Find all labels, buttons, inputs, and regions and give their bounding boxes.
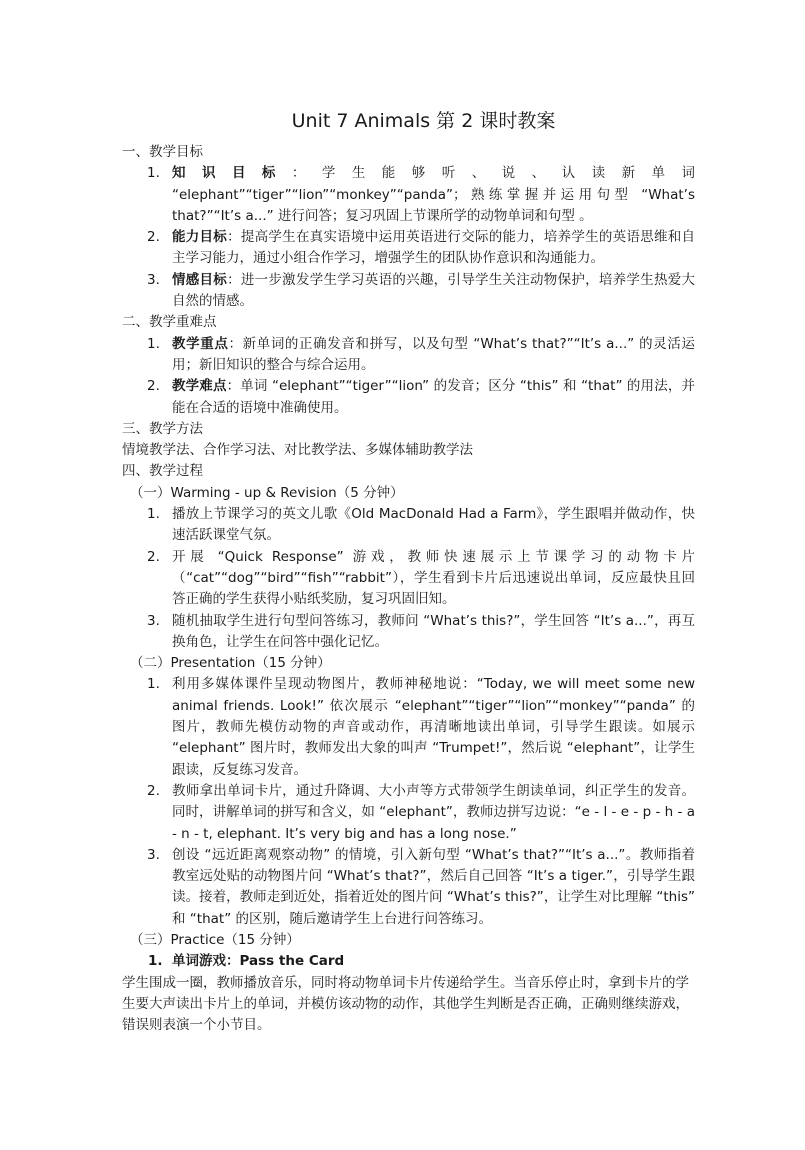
item-number: 2.	[147, 229, 160, 246]
phase-heading-presentation: （二）Presentation（15 分钟）	[130, 655, 331, 672]
practice-game-title	[122, 951, 695, 972]
item-number: 2.	[147, 378, 160, 395]
list-item	[122, 163, 695, 227]
item-number: 2.	[147, 548, 160, 565]
list-item	[122, 504, 695, 547]
item-label: 能力目标	[172, 229, 228, 246]
list-item	[122, 674, 695, 780]
list-item	[122, 334, 695, 377]
list-item	[122, 781, 695, 845]
objectives-list	[122, 163, 695, 312]
practice-game-text: 学生围成一圈，教师播放音乐，同时将动物单词卡片传递给学生。当音乐停止时，拿到卡片的学生要大声读出卡片上的单词，并模仿该动物的动作，其他学生判断是否正确，正确则继续游戏，错误则表演一个小节目。	[122, 974, 689, 1034]
item-text: 播放上节课学习的英文儿歌《Old MacDonald Had a Farm》，学生跟唱并做动作，快速活跃课堂气氛。	[172, 506, 695, 544]
list-item	[122, 547, 695, 611]
item-label: 教学难点	[172, 378, 227, 395]
warmup-list	[122, 504, 695, 653]
document-title: Unit 7 Animals 第 2 课时教案	[291, 110, 556, 132]
item-number: 1.	[148, 953, 163, 970]
item-label: 知识目标	[172, 165, 292, 182]
item-text: 创设 “远近距离观察动物” 的情境，引入新句型 “What’s that?”“It’s a...”。教师指着教室远处贴的动物图片问 “What’s that?”，然后自己回答 “It’s a tiger.”，引导学生跟读。接着，教师走到近处，指着近处的图片问 “What’s this?”，让学生对比理解 “this” 和 “that” 的区别，随后邀请学生上台进行问答练习。	[172, 846, 695, 927]
phase-heading-warmup: （一）Warming - up & Revision（5 分钟）	[130, 484, 404, 501]
item-number: 1.	[147, 676, 160, 693]
item-text: 随机抽取学生进行句型问答练习，教师问 “What’s this?”，学生回答 “It’s a...”，再互换角色，让学生在问答中强化记忆。	[172, 612, 695, 650]
item-text: ：单词 “elephant”“tiger”“lion” 的发音；区分 “this” 和 “that” 的用法，并能在合适的语境中准确使用。	[172, 378, 695, 416]
item-text: ：进一步激发学生学习英语的兴趣，引导学生关注动物保护，培养学生热爱大自然的情感。	[172, 271, 696, 310]
item-number: 3.	[147, 271, 160, 288]
list-item	[122, 270, 695, 313]
list-item	[122, 227, 695, 270]
section-heading-objectives: 一、教学目标	[122, 144, 203, 160]
item-number: 3.	[147, 846, 160, 863]
section-heading-methods: 三、教学方法	[122, 420, 203, 437]
item-text: 利用多媒体课件呈现动物图片，教师神秘地说：“Today, we will meet some new animal friends. Look!” 依次展示 “elephant”“tiger”“lion”“monkey”“panda” 的图片，教师先模仿动物的声音或动作，再清晰地读出单词，引导学生跟读。如展示 “elephant” 图片时，教师发出大象的叫声 “Trumpet!”，然后说 “elephant”，让学生跟读，反复练习发音。	[172, 676, 695, 778]
section-heading-process: 四、教学过程	[122, 463, 203, 480]
list-item	[122, 376, 695, 419]
section-heading-key-points: 二、教学重难点	[122, 314, 217, 331]
list-item	[122, 845, 695, 930]
item-label: 情感目标	[172, 271, 228, 288]
item-number: 1.	[147, 506, 160, 523]
item-number: 2.	[147, 782, 160, 799]
item-text: 开展 “Quick Response” 游戏，教师快速展示上节课学习的动物卡片（“cat”“dog”“bird”“fish”“rabbit”），学生看到卡片后迅速说出单词，反应最快且回答正确的学生获得小贴纸奖励，复习巩固旧知。	[172, 548, 695, 608]
item-text: ：新单词的正确发音和拼写，以及句型 “What’s that?”“It’s a...” 的灵活运用；新旧知识的整合与综合运用。	[172, 335, 696, 373]
item-text: ：提高学生在真实语境中运用英语进行交际的能力，培养学生的英语思维和自主学习能力，通过小组合作学习，增强学生的团队协作意识和沟通能力。	[172, 229, 696, 267]
presentation-list	[122, 674, 695, 930]
item-number: 1.	[147, 165, 160, 182]
item-number: 3.	[147, 612, 160, 629]
item-number: 1.	[147, 335, 160, 352]
key-points-list	[122, 334, 695, 419]
item-text: 教师拿出单词卡片，通过升降调、大小声等方式带领学生朗读单词，纠正学生的发音。同时，讲解单词的拼写和含义，如 “elephant”，教师边拼写边说：“e - l - e - p - h - a - n - t, elephant. It’s very big and has a long nose.”	[172, 782, 695, 842]
item-text: ：学生能够听、说、认读新单词 “elephant”“tiger”“lion”“monkey”“panda”；熟练掌握并运用句型 “What’s that?”“It’s a...” 进行问答；复习巩固上节课所学的动物单词和句型 。	[172, 165, 696, 224]
methods-text: 情境教学法、合作学习法、对比教学法、多媒体辅助教学法	[122, 442, 473, 459]
game-title: 单词游戏：Pass the Card	[172, 953, 345, 970]
list-item	[122, 611, 695, 654]
phase-heading-practice: （三）Practice（15 分钟）	[130, 931, 300, 948]
item-label: 教学重点	[172, 335, 229, 352]
